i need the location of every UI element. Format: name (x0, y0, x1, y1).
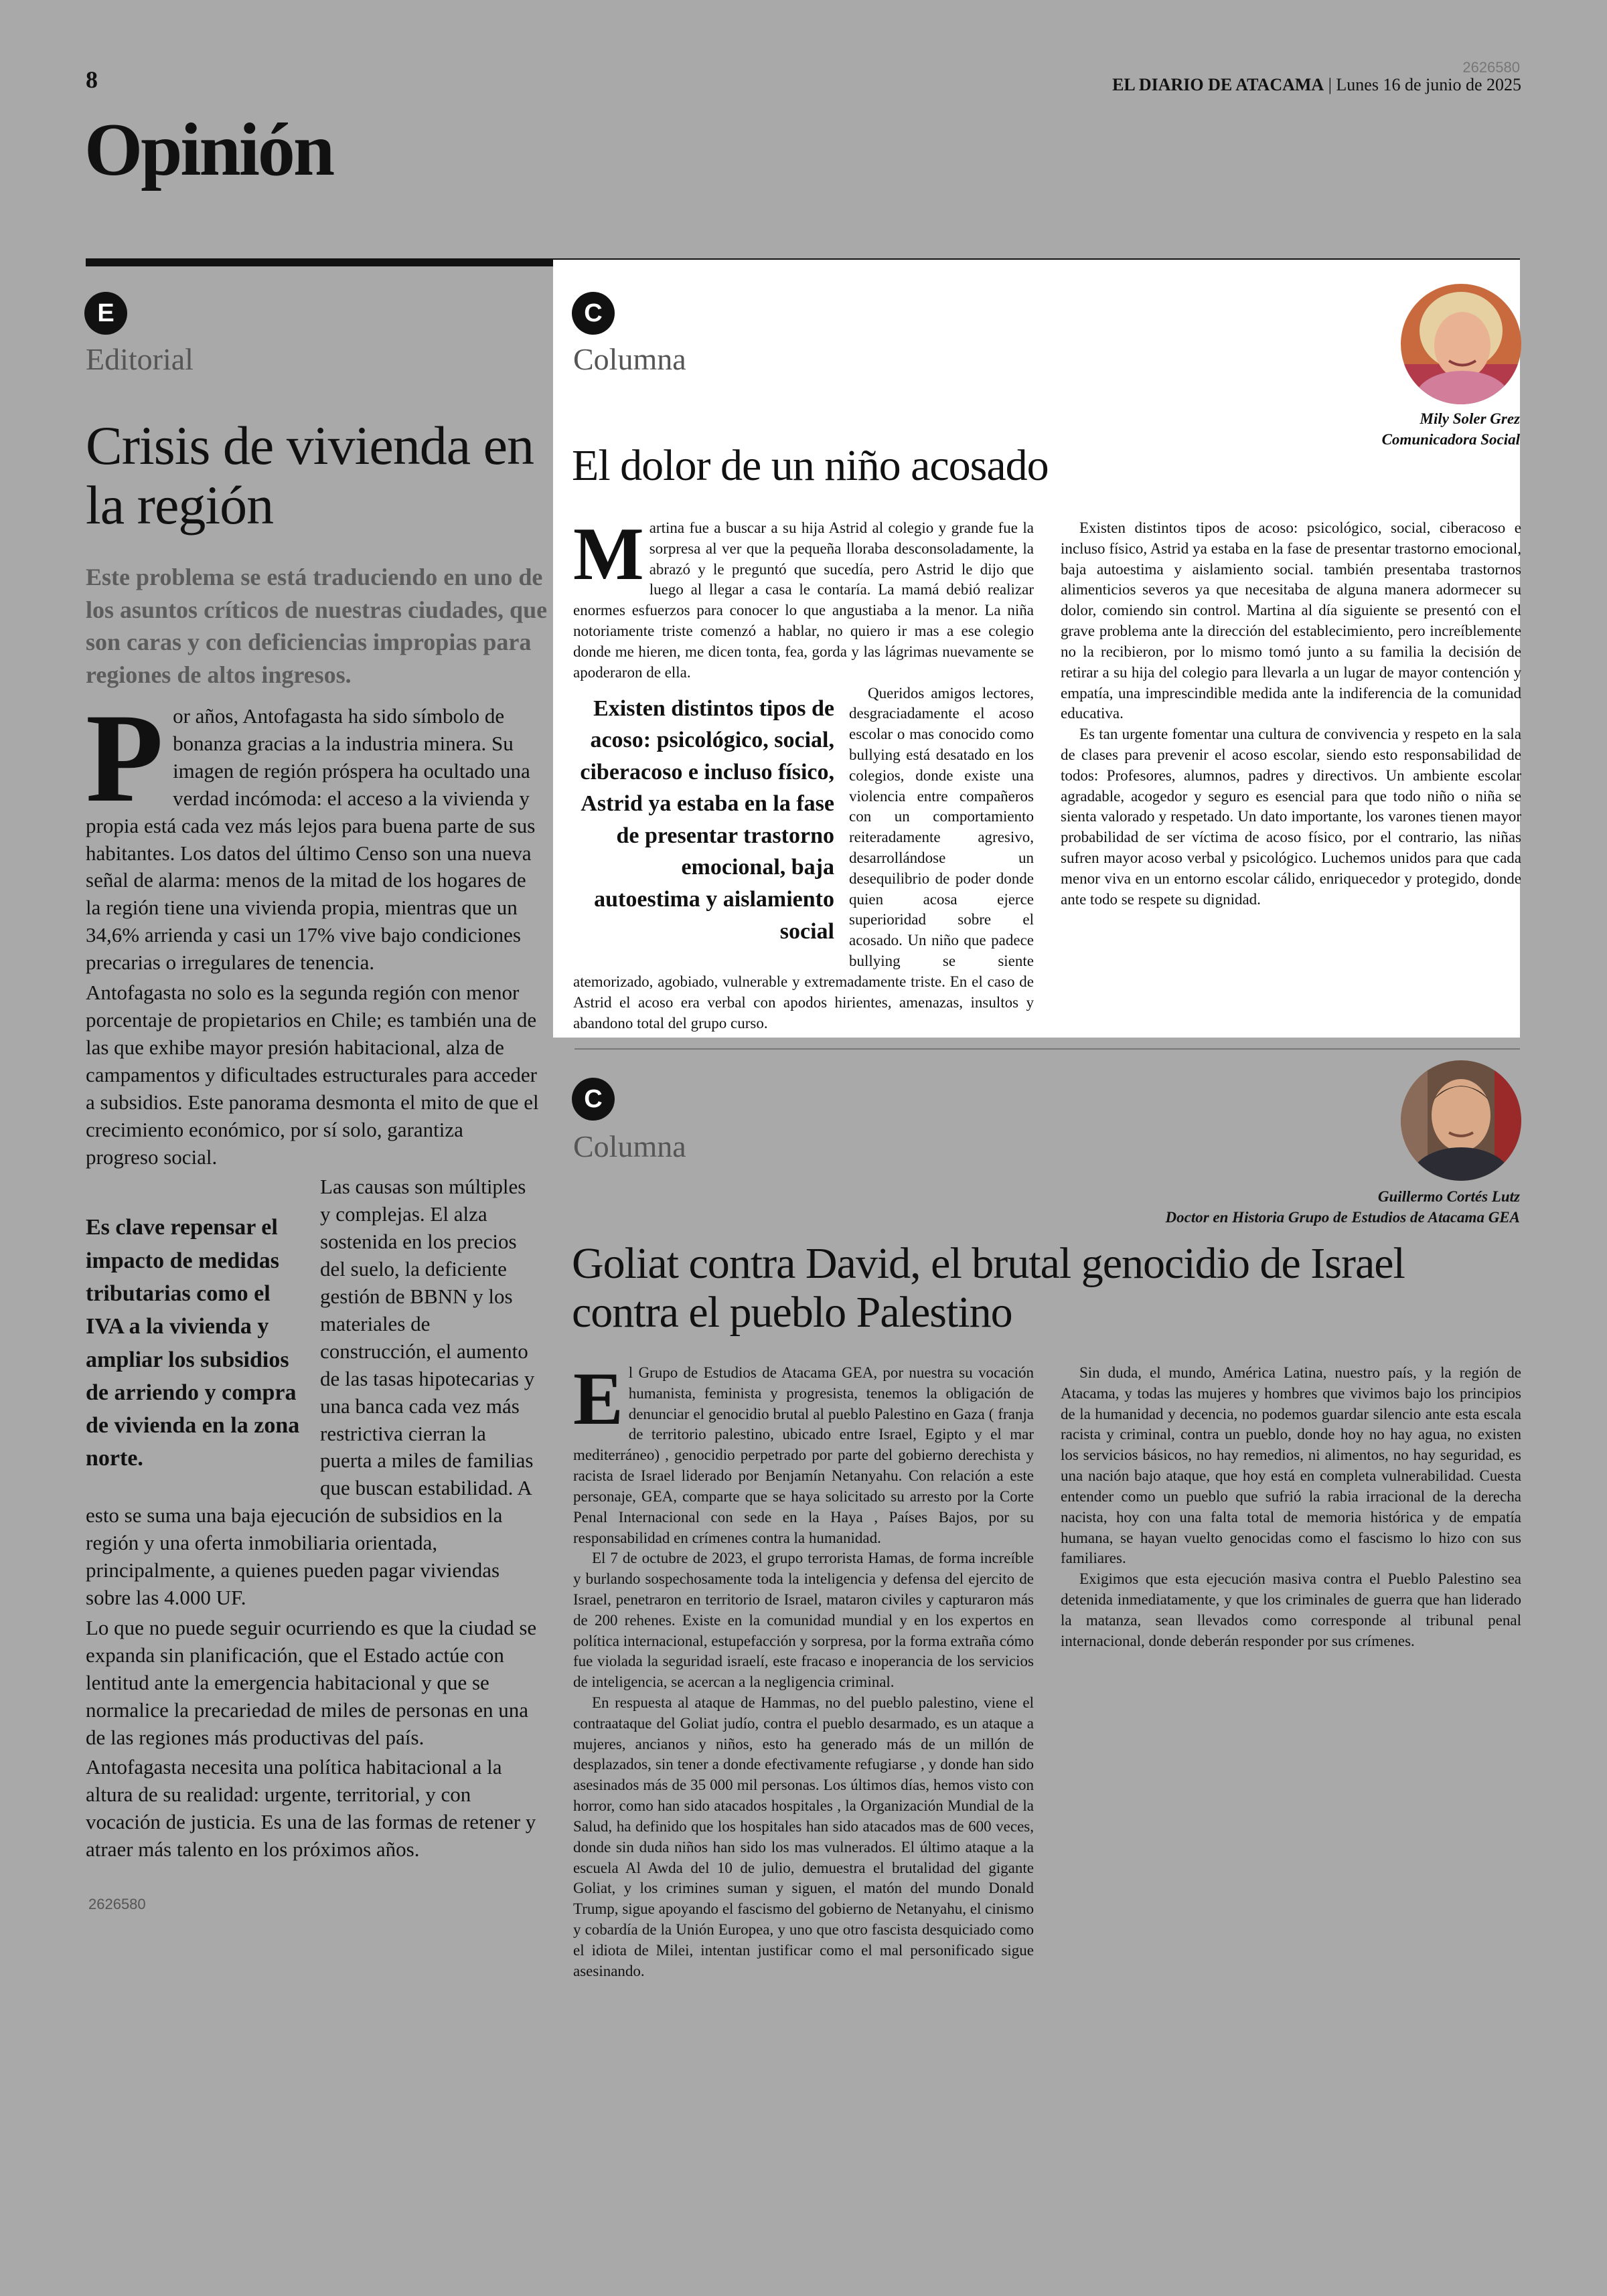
paper-name: EL DIARIO DE ATACAMA (1112, 75, 1324, 94)
editorial-body (86, 688, 541, 1866)
author-photo (1401, 1060, 1521, 1181)
column-text-left (573, 1358, 1034, 1981)
column-dropcap: E (573, 1358, 623, 1441)
column-paragraph: En respuesta al ataque de Hammas, no del pueblo palestino, viene el contraataque del Goliat judío, contra el pueblo desarmado, es un ataque a mujeres, ancianos y niños, esto ha generado más de un millón de desplazados, sin tener a donde efectivamente refugiarse , y donde han sido asesinados más de 35 000 mil personas. Los últimos días, hemos visto con horror, como han sido atacados hospitales , la Organización Mundial de la Salud, ha definido que los hospitales han sido atacados mas de 600 veces, donde sin duda niños han sido los mas vulnerados. El último ataque a la escuela Al Awda del 10 de julio, demuestra el brutalidad del gigante Goliat, y los crimines suman y siguen, el matón del mundo Donald Trump, sigue apoyando el fascismo del gobierno de Netanyahu, el cinismo y cobardía de la Unión Europea, y uno que otro fascista desquiciado como el idiota de Milei, intentan justificar como el mal personificado sigue asesinando. (573, 1694, 1034, 1979)
editorial-kicker: Editorial (86, 342, 194, 376)
column-paragraph: Queridos amigos lectores, desgraciadamente el acoso escolar o mas conocido como bullying está desatado en los colegios, donde existe una violencia entre compañeros con un comportamiento reiteradamente agresivo, desarrollándose un desequilibrio de poder donde quien acosa ejerce superioridad sobre el acosado. Un niño que padece bullying se siente atemorizado, agobiado, vulnerable y extremadamente triste. En el caso de Astrid el acoso era verbal con apodos hirientes, amenazas, insultos y abandono total del grupo curso. (573, 684, 1034, 1032)
column-paragraph: l Grupo de Estudios de Atacama GEA, por nuestra su vocación humanista, feminista y progresista, tenemos la obligación de denunciar el genocidio brutal al pueblo Palestino en Gaza ( franja de territorio palestino, ubicado entre Israel, Egipto y el mar mediterráneo) , genocidio perpetrado por parte del gobierno derechista y racista de Israel liderado por Benjamín Netanyahu. Con relación a este personaje, GEA, comparte que se haya solicitado su arresto por la Corte Penal Internacional con sede en la Haya , Países Bajos, por su responsabilidad en crímenes contra la humanidad. (573, 1364, 1034, 1546)
author-role: Doctor en Historia Grupo de Estudios de Atacama GEA (1165, 1209, 1520, 1226)
editorial-paragraph: Las causas son múltiples y complejas. El alza sostenida en los precios del suelo, la deficiente gestión de BBNN y los materiales de construcción, el aumento de las tasas hipotecarias y una banca cada vez más restrictiva cierran la puerta a miles de familias que buscan estabilidad. A esto se suma una baja ejecución de subsidios en la región y una oferta inmobiliaria orientada, principalmente, a quienes pueden pagar viviendas sobre las 4.000 UF. (86, 1175, 535, 1609)
column-text-left (573, 513, 1034, 1034)
column-kicker: Columna (573, 342, 686, 376)
author-portrait-icon (1401, 1060, 1521, 1181)
column-paragraph: El 7 de octubre de 2023, el grupo terrorista Hamas, de forma increíble y burlando sospechosamente toda la inteligencia y defensa del ejercito de Israel, penetraron en territorio de Israel, mataron civiles y capturaron más de 200 rehenes. Existe en la comunidad mundial y en los expertos en política internacional, estupefacción y sorpresa, por la forma extraña cómo fue violada la seguridad israelí, este fracaso e inoperancia de los servicios de inteligencia, se acercan a la negligencia criminal. (573, 1550, 1034, 1691)
column-kicker: Columna (573, 1129, 686, 1163)
author-photo (1401, 284, 1521, 404)
masthead (1112, 75, 1521, 95)
section-title: Opinión (84, 108, 333, 191)
author-name: Guillermo Cortés Lutz (1377, 1188, 1520, 1205)
author-portrait-icon (1401, 284, 1521, 404)
editorial-pullquote: Es clave repensar el impacto de medidas tributarias como el IVA a la vivienda y ampliar los subsidios de arriendo y compra de vivienda en la zona norte. (86, 1215, 300, 1471)
editorial-paragraph: Antofagasta no solo es la segunda región con menor porcentaje de propietarios en Chile; es también una de las que exhibe mayor presión habitacional, alza de campamentos y dificultades estructurales para acceder a subsidios. Este panorama desmonta el mito de que el crecimiento económico, por sí solo, garantiza progreso social. (86, 981, 539, 1169)
editorial-badge: E (84, 292, 127, 335)
column-headline: El dolor de un niño acosado (572, 441, 1049, 490)
column-paragraph: artina fue a buscar a su hija Astrid al colegio y grande fue la sorpresa al ver que la pequeña lloraba desconsoladamente, la abrazó y le preguntó que sucedía, pero Astrid le dijo que luego al llegar a casa le contaría. La mamá debió realizar enormes esfuerzos para conocer lo que angustiaba a la menor. La niña notoriamente triste comenzó a hablar, no quiero ir mas a ese colegio donde me hieren, me dicen tonta, fea, gorda y las lágrimas nuevamente se apoderaron de ella. (573, 519, 1034, 681)
column-badge: C (572, 1078, 615, 1121)
column-dropcap: M (573, 513, 644, 596)
editorial-paragraph: or años, Antofagasta ha sido símbolo de bonanza gracias a la industria minera. Su imagen de región próspera ha ocultado una verdad incómoda: el acceso a la vivienda y propia está cada vez más lejos para buena parte de sus habitantes. Los datos del último Censo son una nueva señal de alarma: menos de la mitad de los hogares de la región tiene una vivienda propia, mientras que un 34,6% arrienda y casi un 17% vive bajo condiciones precarias o irregulares de tenencia. (86, 704, 536, 975)
editorial-paragraph: Antofagasta necesita una política habitacional a la altura de su realidad: urgente, territorial, y con vocación de justicia. Es una de las formas de retener y atraer más talento en los próximos años. (86, 1755, 536, 1862)
column-badge: C (572, 292, 615, 335)
page-number: 8 (86, 66, 98, 93)
column-paragraph: Es tan urgente fomentar una cultura de convivencia y respeto en la sala de clases para prevenir el acoso escolar, siendo esto responsabilidad de todos: Profesores, alumnos, padres y directivos. Un ambiente escolar agradable, acogedor y seguro es esencial para que todo niño o niña se sienta valorado y respetado. Un dato importante, los varones tienen mayor probabilidad de ser víctima de acoso físico, por el contrario, las niñas sufren mayor acoso verbal y psicológico. Luchemos unidos para que cada menor viva en un entorno escolar cálido, enriquecedor y protegido, donde ante todo se respete su dignidad. (1061, 726, 1521, 908)
column-byline (1382, 408, 1520, 450)
editorial-code: 2626580 (88, 1896, 146, 1912)
column-divider (575, 1048, 1520, 1050)
editorial-headline: Crisis de vivienda en la región (86, 415, 534, 536)
column-byline (1166, 1186, 1520, 1228)
column-paragraph: Exigimos que esta ejecución masiva contra el Pueblo Palestino sea detenida inmediatamente, y que los criminales de guerra que han liderado la matanza, sean llevados como corresponde al tribunal penal internacional, donde deberán responder por sus crímenes. (1061, 1570, 1521, 1649)
editorial-paragraph: Lo que no puede seguir ocurriendo es que la ciudad se expanda sin planificación, que el Estado actúe con lentitud ante la emergencia habitacional y que se normalice la precariedad de miles de personas en una de las regiones más productivas del país. (86, 1615, 537, 1749)
column-pullquote: Existen distintos tipos de acoso: psicológico, social, ciberacoso e incluso físico, Astrid ya estaba en la fase de presentar trastorno emocional, baja autoestima y aislamiento social (580, 695, 834, 944)
author-name: Mily Soler Grez (1420, 410, 1520, 427)
column-text-right (1061, 518, 1521, 910)
column-paragraph: Existen distintos tipos de acoso: psicológico, social, ciberacoso e incluso físico, Astrid ya estaba en la fase de presentar trastorno emocional, baja autoestima y aislamiento social. también presentaba trastornos alimenticios severos ya que necesitaba de alguna manera adormecer su dolor, comiendo sin control. Martina al día siguiente se presentó con el grave problema ante la dirección del establecimiento, pero increíblemente no la recibieron, por lo mismo tomó junto a su familia la decisión de retirar a su hija del colegio para llevarla a un lugar de mayor contención y empatía, una imprescindible medida ante la indiferencia de la comunidad educativa. (1061, 519, 1521, 722)
issue-date: | Lunes 16 de junio de 2025 (1328, 75, 1521, 94)
editorial-dropcap: P (86, 688, 164, 829)
editorial-lead: Este problema se está traduciendo en uno de los asuntos críticos de nuestras ciudades, que son caras y con deficiencias impropias para regiones de altos ingresos. (86, 564, 548, 688)
page-code: 2626580 (1462, 59, 1520, 76)
author-role: Comunicadora Social (1381, 431, 1520, 448)
column-paragraph: Sin duda, el mundo, América Latina, nuestro país, y la región de Atacama, y todas las mujeres y hombres que vivimos bajo los principios de la humanidad y decencia, no podemos guardar silencio ante esta escala racista y criminal, contra un pueblo, donde hoy no hay agua, no existen los servicios básicos, no hay remedios, ni alimentos, no hay seguridad, es una nación bajo ataque, que hoy está en completa vulnerabilidad. Cuesta entender como un pueblo que sufrió la rabia irracional de la derecha nacista, hoy con una falta total de memoria histórica y de empatía humana, se hayan vuelto genocidas como el fascismo lo hizo con sus familiares. (1061, 1364, 1521, 1567)
column-text-right (1061, 1363, 1521, 1651)
column-headline: Goliat contra David, el brutal genocidio de Israel contra el pueblo Palestino (572, 1239, 1405, 1337)
